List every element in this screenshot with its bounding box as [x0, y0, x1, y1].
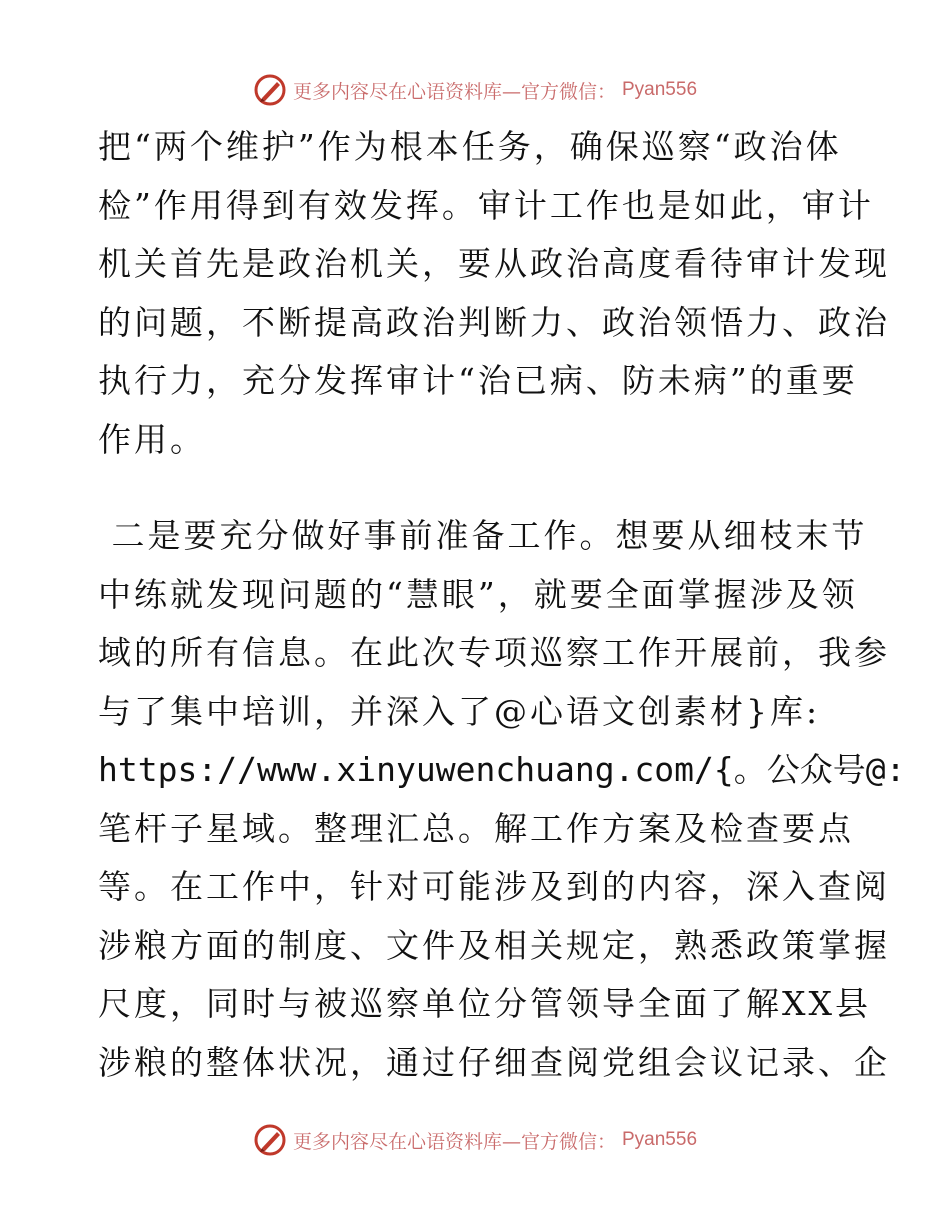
- paragraph-gap: [98, 469, 858, 507]
- text-line: 执行力，充分发挥审计“治已病、防未病”的重要: [98, 361, 858, 400]
- pen-logo-icon: [253, 1123, 287, 1157]
- banner-text: 更多内容尽在心语资料库—官方微信：: [292, 1130, 616, 1153]
- text-line: 涉粮的整体状况，通过仔细查阅党组会议记录、企: [98, 1042, 890, 1082]
- text-line: 作用。: [98, 419, 206, 459]
- text-line: 的问题，不断提高政治判断力、政治领悟力、政治: [98, 302, 890, 342]
- text-line: 中练就发现问题的“慧眼”，就要全面掌握涉及领: [98, 574, 858, 614]
- text-line: 与了集中培训，并深入了@心语文创素材}库:: [98, 691, 821, 731]
- document-body: [98, 118, 906, 1092]
- text-line: 检”作用得到有效发挥。审计工作也是如此，审计: [98, 185, 874, 225]
- header-watermark: [0, 70, 950, 110]
- text-line: 二是要充分做好事前准备工作。想要从细枝末节: [98, 516, 868, 555]
- text-line: 尺度，同时与被巡察单位分管领导全面了解XX县: [98, 984, 871, 1023]
- banner-wechat-id: Pyan556: [622, 1129, 698, 1150]
- paragraph-2: [98, 507, 906, 1092]
- text-line: 笔杆子星域。整理汇总。解工作方案及检查要点: [98, 808, 854, 848]
- footer-watermark: [0, 1120, 950, 1160]
- text-line: 等。在工作中，针对可能涉及到的内容，深入查阅: [98, 867, 890, 906]
- pen-logo-icon: [253, 73, 287, 107]
- banner-wechat-id: Pyan556: [622, 79, 698, 100]
- paragraph-1: [98, 118, 890, 469]
- text-line: 涉粮方面的制度、文件及相关规定，熟悉政策掌握: [98, 925, 890, 965]
- text-line: 域的所有信息。在此次专项巡察工作开展前，我参: [98, 633, 890, 672]
- text-line: 机关首先是政治机关，要从政治高度看待审计发现: [98, 244, 890, 283]
- text-line-url: https://www.xinyuwenchuang.com/{。公众号@:: [98, 750, 906, 789]
- banner-text: 更多内容尽在心语资料库—官方微信：: [292, 80, 616, 103]
- text-line: 把“两个维护”作为根本任务，确保巡察“政治体: [98, 127, 842, 166]
